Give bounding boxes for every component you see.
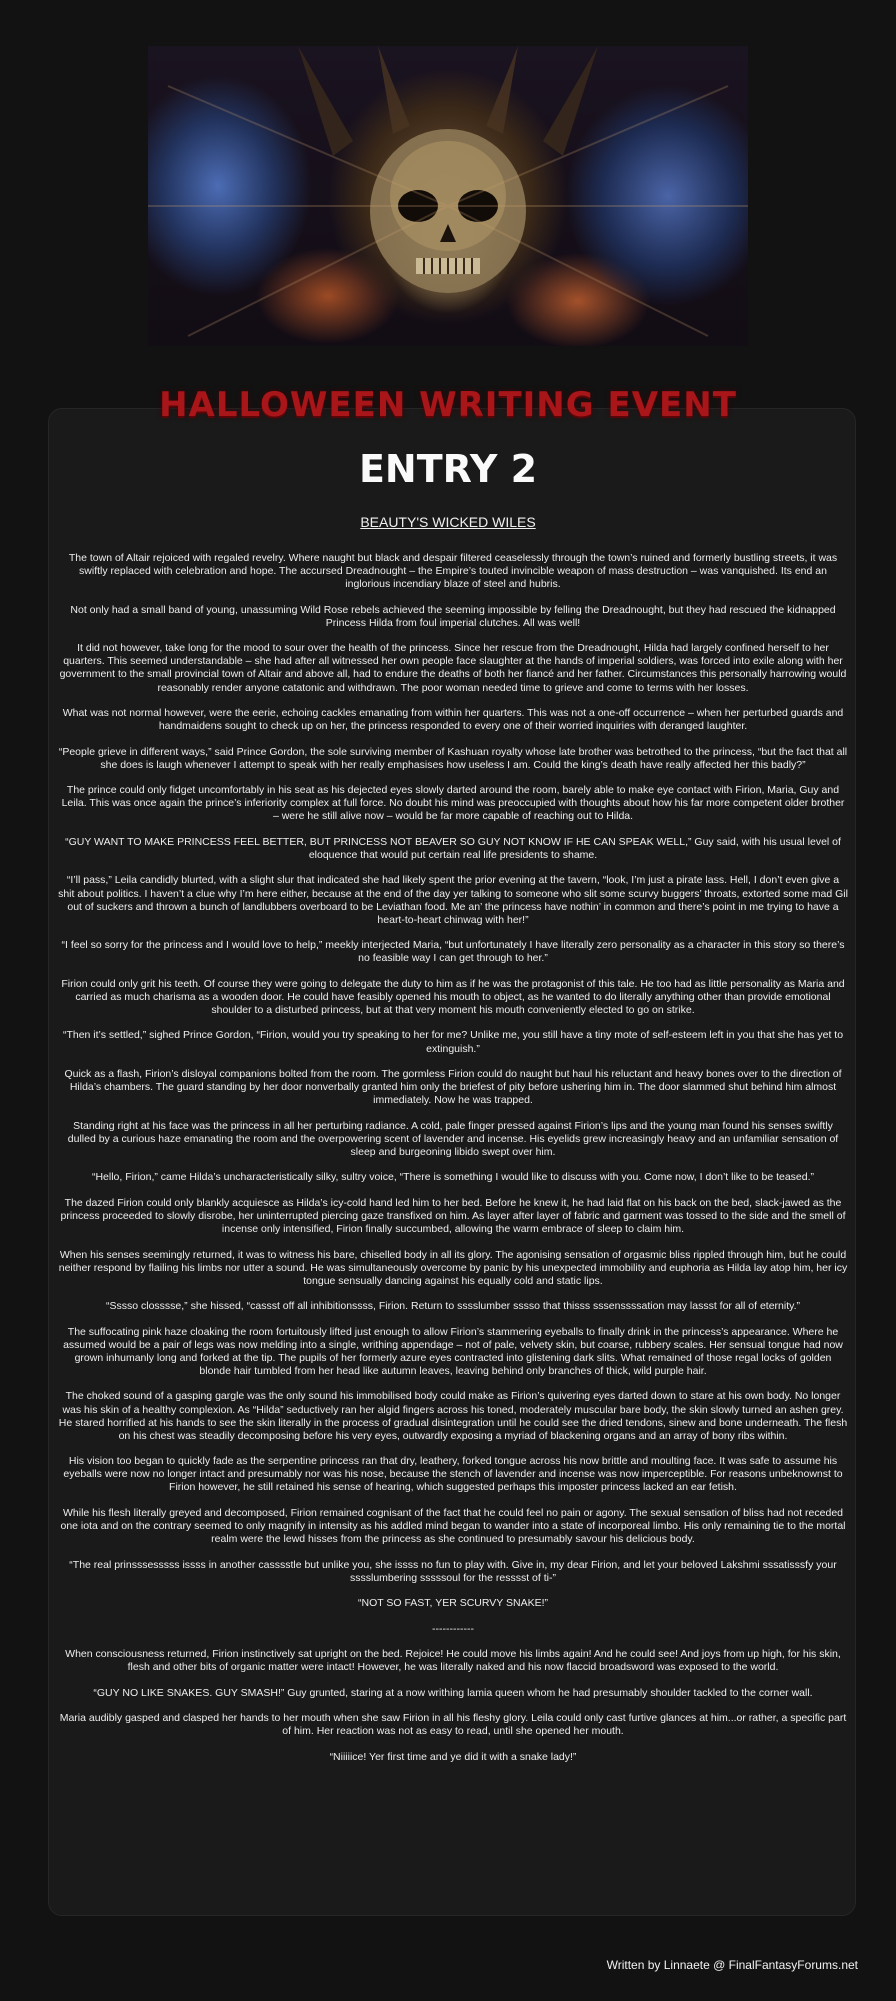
- story-paragraph: The suffocating pink haze cloaking the room fortuitously lifted just enough to allow Firion’s stammering eyeballs to finally drink in the princess’s appearance. Where he assumed would be a pair of legs was now melding into a single, writhing appendage – not of pale, velvety skin, but coarse, rubbery scales. Her sensual tongue had now grown inhumanly long and forked at the tip. The pupils of her formerly azure eyes contracted into glistening dark slits. What remained of those regal locks of golden blonde hair tumbled from her head like autumn leaves, leaving behind only branches of thick, wild purple hair.: [63, 1325, 843, 1377]
- story-paragraph: “Hello, Firion,” came Hilda’s uncharacteristically silky, sultry voice, “There is something I would like to discuss with you. Come now, I don’t like to be teased.”: [91, 1171, 815, 1184]
- story-paragraph: The prince could only fidget uncomfortably in his seat as his dejected eyes slowly darted around the room, barely able to make eye contact with Firion, Maria, Guy and Leila. This was once again the prince’s inferiority complex at full force. No doubt his mind was preoccupied with thoughts about how his far more competent older brother – were he still alive now – would be far more capable of reaching out to Hilda.: [61, 784, 845, 823]
- scene-divider: ------------: [432, 1622, 474, 1635]
- story-paragraph: “The real prinsssesssss issss in another casssstle but unlike you, she issss no fun to play with. Give in, my dear Firion, and let your beloved Lakshmi sssatisssfy your sssslumbering sssssoul for the resssst of ti-”: [69, 1558, 837, 1584]
- story-title: BEAUTY'S WICKED WILES: [360, 514, 536, 530]
- author-credit: Written by Linnaete @ FinalFantasyForums.net: [606, 1958, 858, 1972]
- event-title: HALLOWEEN WRITING EVENT: [159, 385, 737, 425]
- story-paragraph: When his senses seemingly returned, it was to witness his bare, chiselled body in all its glory. The agonising sensation of orgasmic bliss rippled through him, but he could neither respond by flailing his limbs nor utter a sound. He was simultaneously overcome by panic by his unexpected immobility and euphoria as Hilda lay atop him, her icy tongue sensually dancing against his equally cold and static lips.: [58, 1248, 848, 1287]
- story-paragraph: Not only had a small band of young, unassuming Wild Rose rebels achieved the seeming impossible by felling the Dreadnought, but they had rescued the kidnapped Princess Hilda from foul imperial clutches. All was well!: [70, 603, 836, 629]
- story-paragraph: “GUY WANT TO MAKE PRINCESS FEEL BETTER, BUT PRINCESS NOT BEAVER SO GUY NOT KNOW IF HE CAN SPEAK WELL,” Guy said, with his usual level of eloquence that would put certain real life presidents to shame.: [65, 835, 841, 861]
- story-paragraph: When consciousness returned, Firion instinctively sat upright on the bed. Rejoice! He could move his limbs again! And he could see! And joys from up high, for his skin, flesh and other bits of organic matter were intact! However, he was literally naked and his now flaccid broadsword was exposed to the world.: [65, 1648, 841, 1674]
- story-paragraph: While his flesh literally greyed and decomposed, Firion remained cognisant of the fact that he could feel no pain or agony. The sexual sensation of bliss had not receded one iota and on the contrary seemed to only magnify in intensity as his addled mind began to wander into a state of incorporeal limbo. His only remaining tie to the mortal realm were the lewd hisses from the princess as she continued to presumably savour his delicious body.: [60, 1506, 846, 1546]
- story-paragraph: “Then it’s settled,” sighed Prince Gordon, “Firion, would you try speaking to her for me? Unlike me, you still have a tiny mote of self-esteem left in you that she has yet to extinguish.”: [62, 1029, 844, 1055]
- story-paragraph: “Niiiiice! Yer first time and ye did it with a snake lady!”: [329, 1750, 577, 1763]
- hero-image: [148, 46, 748, 346]
- story-paragraph: “I’ll pass,” Leila candidly blurted, with a slight slur that indicated she had likely spent the prior evening at the tavern, “look, I’m just a pirate lass. Hell, I don’t even give a shit about politics. I haven’t a clue why I’m here either, because at the end of the day yer talking to someone who slit some scurvy buggers’ throats, extorted some mad Gil out of suckers and thrown a bunch of landlubbers overboard to be Leviathan food. Me an’ the princess have nothin’ in common and there’s point in me trying to have a heart-to-heart chinwag with her!”: [58, 874, 848, 926]
- story-paragraph: “GUY NO LIKE SNAKES. GUY SMASH!” Guy grunted, staring at a now writhing lamia queen whom he had presumably shoulder tackled to the corner wall.: [93, 1686, 813, 1699]
- story-paragraph: The town of Altair rejoiced with regaled revelry. Where naught but black and despair filtered ceaselessly through the town’s ruined and formerly bustling streets, it was swiftly replaced with celebration and hope. The accursed Dreadnought – the Empire’s touted invincible weapon of mass destruction – was vanquished. Its end an inglorious incendiary blaze of steel and hubris.: [68, 552, 838, 591]
- skull-illustration: [148, 46, 748, 346]
- story-paragraph: Firion could only grit his teeth. Of course they were going to delegate the duty to him as if he was the protagonist of this tale. He too had as little personality as Maria and carried as much charisma as a wooden door. He could have feasibly opened his mouth to object, as he wanted to do literally anything other than provide emotional shoulder to a disturbed princess, but at that very moment his mouth conveniently elected to go on strike.: [61, 977, 845, 1016]
- story-paragraph: What was not normal however, were the eerie, echoing cackles emanating from within her quarters. This was not a one-off occurrence – when her perturbed guards and handmaidens sought to check up on her, the princess responded to every one of their worried inquiries with deranged laughter.: [62, 707, 844, 733]
- story-paragraph: “I feel so sorry for the princess and I would love to help,” meekly interjected Maria, “but unfortunately I have literally zero personality as a character in this story so there’s no feasible way I can get through to her.”: [61, 939, 845, 965]
- story-paragraph: “NOT SO FAST, YER SCURVY SNAKE!”: [357, 1597, 549, 1610]
- story-paragraph: Quick as a flash, Firion’s disloyal companions bolted from the room. The gormless Firion could do naught but haul his reluctant and heavy bones over to the direction of Hilda’s chambers. The guard standing by her door nonverbally granted him only the briefest of pity before ushering him in. The door slammed shut behind him almost immediately. Now he was trapped.: [64, 1068, 842, 1107]
- story-paragraph: It did not however, take long for the mood to sour over the health of the princess. Since her rescue from the Dreadnought, Hilda had largely confined herself to her quarters. This seemed understandable – she had after all witnessed her own people face slaughter at the hands of imperial soldiers, was forced into exile along with her government to the small provincial town of Altair and above all, had to endure the deaths of both her fiancé and her father. Circumstances this personally harrowing would reasonably render anyone catatonic and withdrawn. The poor woman needed time to grieve and come to terms with her losses.: [59, 642, 847, 694]
- story-paragraph: Maria audibly gasped and clasped her hands to her mouth when she saw Firion in all his fleshy glory. Leila could only cast furtive glances at him...or rather, a specific part of him. Her reaction was not as easy to read, until she opened her mouth.: [59, 1712, 847, 1738]
- story-paragraph: The choked sound of a gasping gargle was the only sound his immobilised body could make as Firion’s quivering eyes darted down to stare at his own body. No longer was his skin of a healthy complexion. As “Hilda” seductively ran her algid fingers across his toned, moderately muscular bare body, the skin slowly turned an ashen grey. He stared horrified at his hands to see the skin literally in the process of gradual disintegration until he could see the dried tendons, sinew and bone underneath. The flesh on his chest was steadily decomposing before his very eyes, outwardly exposing a myriad of blackening organs and an array of bony ribs within.: [58, 1390, 848, 1442]
- entry-heading: ENTRY 2: [358, 447, 538, 491]
- story-paragraph: The dazed Firion could only blankly acquiesce as Hilda’s icy-cold hand led him to her bed. Before he knew it, he had laid flat on his back on the bed, slack-jawed as the princess proceeded to slowly disrobe, her uninterrupted piercing gaze transfixed on him. As layer after layer of fabric and garment was tossed to the side and the smell of incense only intensified, Firion finally succumbed, allowing the warm embrace of sleep to claim him.: [60, 1196, 846, 1236]
- story-paragraph: Standing right at his face was the princess in all her perturbing radiance. A cold, pale finger pressed against Firion’s lips and the young man found his senses swiftly dulled by a curious haze emanating the room and the overpowering scent of lavender and incense. His eyelids grew increasingly heavy and an unfamiliar sensation of sleep and burgeoning libido swept over him.: [67, 1119, 839, 1158]
- story-body: [58, 552, 848, 1776]
- story-paragraph: “People grieve in different ways,” said Prince Gordon, the sole surviving member of Kashuan royalty whose late brother was betrothed to the princess, “but the fact that all she does is laugh whenever I attempt to speak with her really emphasises how useless I am. Could the king’s death have really affected her this badly?”: [58, 745, 848, 771]
- story-paragraph: “Sssso closssse,” she hissed, “cassst off all inhibitionssss, Firion. Return to sssslumber sssso that thisss sssenssssation may lassst for all of eternity.”: [105, 1300, 801, 1313]
- story-paragraph: His vision too began to quickly fade as the serpentine princess ran that dry, leathery, forked tongue across his now brittle and moulting face. It was safe to assume his eyeballs were now no longer intact and presumably nor was his nose, because the stench of lavender and incense was now imperceptible. For reasons unbeknownst to Firion however, he still retained his sense of hearing, which suggested perhaps this imposter princess lacked an ear fetish.: [63, 1455, 843, 1494]
